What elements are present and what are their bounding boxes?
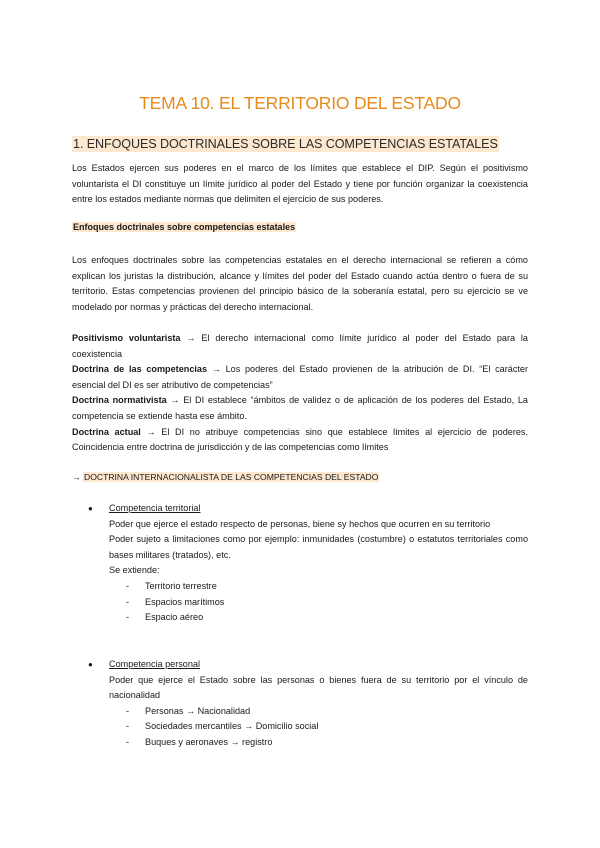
definition-item: [72, 331, 528, 362]
definition-term: Positivismo voluntarista: [72, 333, 181, 343]
bullet-icon: ●: [88, 660, 93, 669]
competency-territorial: [88, 501, 528, 626]
doctrine-heading-text: DOCTRINA INTERNACIONALISTA DE LAS COMPETENCIAS DEL ESTADO: [83, 472, 379, 482]
definition-text: → Los poderes del Estado provienen de la atribución de DI. “El carácter esencial del DI es ser atributivo de competencias”: [72, 364, 528, 390]
definition-term: Doctrina actual: [72, 426, 141, 437]
page-title: TEMA 10. EL TERRITORIO DEL ESTADO: [139, 93, 461, 113]
subsection-paragraph: [72, 253, 528, 315]
competency-personal: [88, 657, 528, 751]
definition-text: → El derecho internacional como límite jurídico al poder del Estado para la coexistencia: [72, 333, 528, 359]
competency-line: Poder sujeto a limitaciones como por ejemplo: inmunidades (costumbre) o estatutos territoriales como bases militares (tratados), etc.: [109, 534, 528, 560]
list-item: - Buques y aeronaves → registro: [109, 735, 528, 751]
doctrine-heading: [72, 472, 379, 482]
bullet-icon: ●: [88, 504, 93, 513]
competency-line: Se extiende:: [109, 565, 160, 576]
definition-item: [72, 362, 528, 393]
subsection-heading: Enfoques doctrinales sobre competencias estatales: [73, 222, 296, 232]
subsection-text: Los enfoques doctrinales sobre las competencias estatales en el derecho internacional se refieren a cómo explican los juristas la distribución, alcance y límites del poder del Estado cuando actúa dentro o fuera de su territorio. Estas competencias provienen del principio básico de la soberanía estatal, pero su ejercicio se ve modelado por normas y prácticas del derecho internacional.: [72, 255, 528, 312]
intro-text: Los Estados ejercen sus poderes en el marco de los límites que establece el DIP. Según el positivismo voluntarista el DI constituye un límite jurídico al poder del Estado y tiene por función organizar la coexistencia entre los estados mediante normas que delimiten el ejercicio de sus poderes.: [72, 163, 528, 205]
definition-term: Doctrina normativista: [72, 395, 167, 406]
competency-line: Poder que ejerce el estado respecto de personas, biene sy hechos que ocurren en su territorio: [109, 518, 491, 529]
competency-heading: Competencia personal: [109, 659, 200, 669]
intro-paragraph: [72, 161, 528, 208]
list-item: - Territorio terrestre: [109, 579, 528, 595]
competency-heading: Competencia territorial: [109, 503, 201, 513]
definition-item: [72, 393, 528, 424]
list-item: - Sociedades mercantiles → Domicilio social: [109, 719, 528, 735]
competency-sublist: [109, 579, 528, 626]
definition-term: Doctrina de las competencias: [72, 364, 208, 375]
competency-sublist: [109, 704, 528, 751]
competency-line: Poder que ejerce el Estado sobre las personas o bienes fuera de su territorio por el vínculo de nacionalidad: [109, 674, 528, 701]
arrow-icon: →: [72, 472, 83, 482]
definition-text: → El DI establece “ámbitos de validez o de aplicación de los poderes del Estado, La competencia se extiende hasta ese ámbito.: [72, 395, 528, 421]
definition-item: [72, 425, 528, 456]
list-item: - Espacio aéreo: [109, 610, 528, 626]
definitions-block: [72, 331, 528, 456]
definition-text: → El DI no atribuye competencias sino que establece límites al ejercicio de poderes. Coincidencia entre doctrina de jurisdicción y de las competencias como límites: [72, 426, 528, 453]
list-item: - Espacios marítimos: [109, 595, 528, 611]
list-item: - Personas → Nacionalidad: [109, 704, 528, 720]
section-heading: 1. ENFOQUES DOCTRINALES SOBRE LAS COMPETENCIAS ESTATALES: [73, 137, 498, 151]
